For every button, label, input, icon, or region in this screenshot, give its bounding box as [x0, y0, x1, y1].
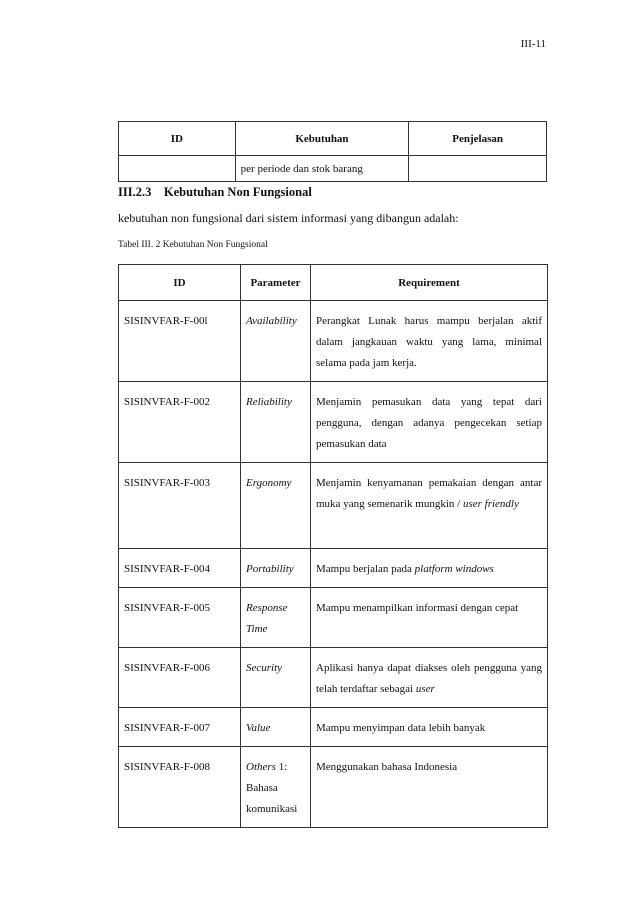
table-caption: Tabel III. 2 Kebutuhan Non Fungsional: [118, 240, 268, 250]
cell-parameter: Reliability: [241, 382, 311, 463]
cell-parameter: Response Time: [241, 588, 311, 648]
header-kebutuhan: Kebutuhan: [235, 122, 409, 156]
cell-kebutuhan: per periode dan stok barang: [235, 156, 409, 182]
cell-requirement: Menjamin pemasukan data yang tepat dari pengguna, dengan adanya pengecekan setiap pemasukan data: [311, 382, 548, 463]
cell-parameter: [241, 747, 311, 828]
header-requirement: Requirement: [311, 265, 548, 301]
continued-requirements-table: [118, 121, 547, 182]
header-id: ID: [119, 265, 241, 301]
header-id: ID: [119, 122, 236, 156]
section-heading: III.2.3 Kebutuhan Non Fungsional: [118, 185, 312, 199]
intro-paragraph: kebutuhan non fungsional dari sistem informasi yang dibangun adalah:: [118, 211, 459, 225]
requirement-text: Aplikasi hanya dapat diakses oleh pengguna yang telah terdaftar sebagai: [316, 662, 542, 695]
requirement-text: Menjamin kenyamanan pemakaian dengan antar muka yang semenarik mungkin /: [316, 477, 542, 510]
parameter-text: 1: Bahasa komunikasi: [246, 761, 298, 815]
cell-parameter: Security: [241, 648, 311, 708]
table-row: [119, 156, 547, 182]
cell-penjelasan: [409, 156, 547, 182]
table-header-row: [119, 265, 548, 301]
table-header-row: [119, 122, 547, 156]
header-parameter: Parameter: [241, 265, 311, 301]
table-row: [119, 708, 548, 747]
cell-requirement: Perangkat Lunak harus mampu berjalan aktif dalam jangkauan waktu yang lama, minimal selama pada jam kerja.: [311, 301, 548, 382]
cell-id: SISINVFAR-F-003: [119, 463, 241, 549]
cell-requirement: [311, 648, 548, 708]
requirement-italic-text: platform windows: [414, 563, 494, 575]
cell-requirement: Mampu menampilkan informasi dengan cepat: [311, 588, 548, 648]
cell-requirement: Mampu menyimpan data lebih banyak: [311, 708, 548, 747]
cell-parameter: Value: [241, 708, 311, 747]
cell-parameter: Availability: [241, 301, 311, 382]
cell-requirement: [311, 463, 548, 549]
table-row: [119, 382, 548, 463]
cell-id: SISINVFAR-F-004: [119, 549, 241, 588]
table-row: [119, 747, 548, 828]
cell-id: SISINVFAR-F-00l: [119, 301, 241, 382]
table-row: [119, 588, 548, 648]
header-penjelasan: Penjelasan: [409, 122, 547, 156]
cell-requirement: [311, 549, 548, 588]
cell-parameter: Ergonomy: [241, 463, 311, 549]
table-row: [119, 301, 548, 382]
cell-id: [119, 156, 236, 182]
cell-id: SISINVFAR-F-006: [119, 648, 241, 708]
cell-id: SISINVFAR-F-007: [119, 708, 241, 747]
requirement-italic-text: user: [415, 683, 435, 695]
cell-id: SISINVFAR-F-002: [119, 382, 241, 463]
cell-id: SISINVFAR-F-008: [119, 747, 241, 828]
requirement-text: Mampu berjalan pada: [316, 563, 415, 575]
page-number: III-11: [520, 38, 546, 50]
parameter-italic-text: Others: [246, 761, 276, 773]
nonfunctional-requirements-table: [118, 264, 548, 828]
cell-requirement: Menggunakan bahasa Indonesia: [311, 747, 548, 828]
table-row: [119, 463, 548, 549]
table-row: [119, 549, 548, 588]
requirement-italic-text: user friendly: [462, 498, 519, 510]
table-row: [119, 648, 548, 708]
cell-id: SISINVFAR-F-005: [119, 588, 241, 648]
cell-parameter: Portability: [241, 549, 311, 588]
